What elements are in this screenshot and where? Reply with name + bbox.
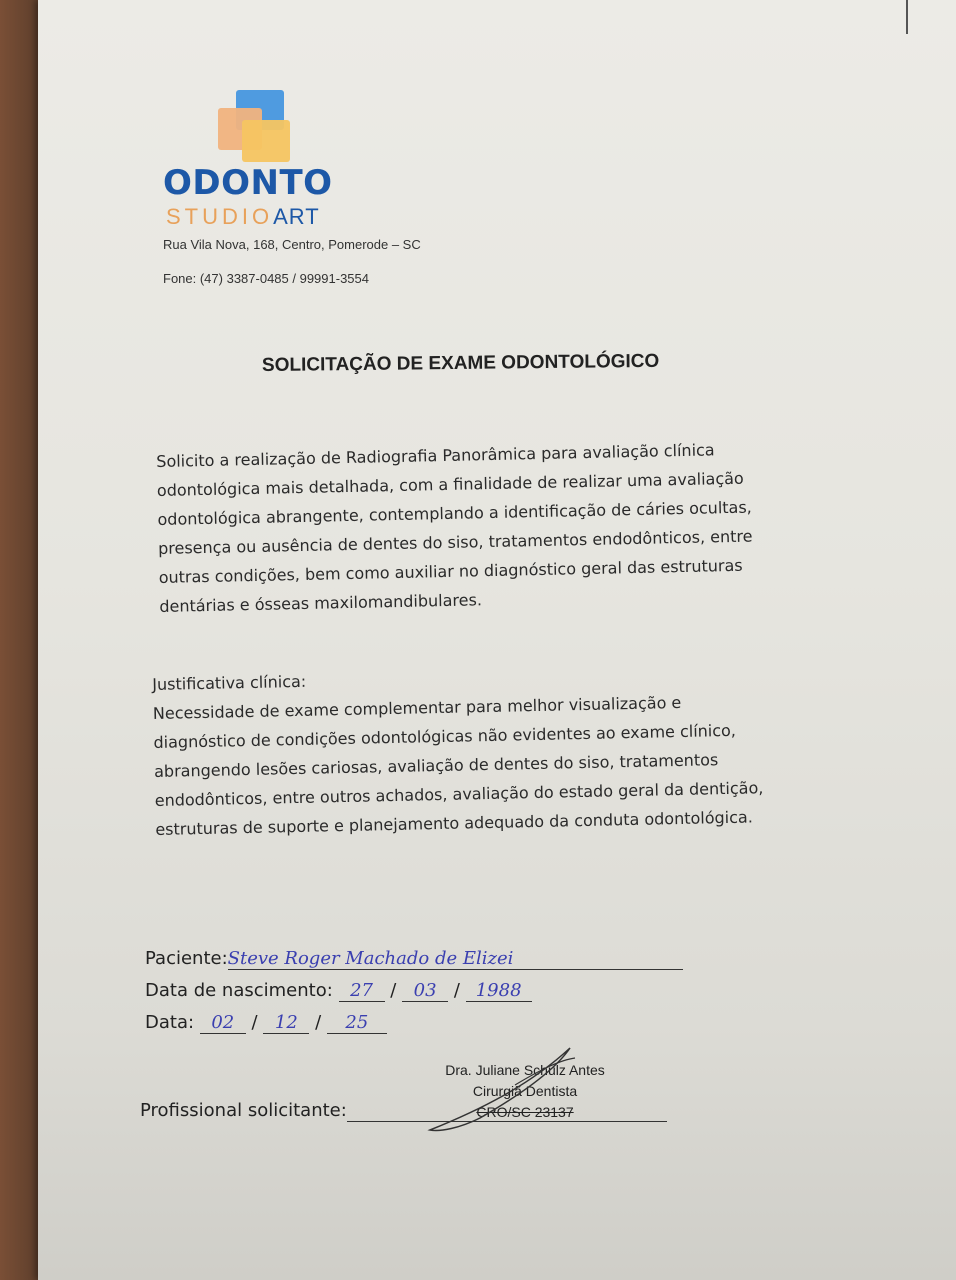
- date-separator: /: [453, 980, 460, 1001]
- paragraph-line: odontológica mais detalhada, com a finalidade de realizar uma avaliação: [156, 468, 744, 500]
- patient-name-value: Steve Roger Machado de Elizei: [228, 948, 683, 970]
- date-day-value: 02: [200, 1012, 246, 1034]
- birth-day-value: 27: [339, 980, 385, 1002]
- paragraph-line: presença ou ausência de dentes do siso, tratamentos endodônticos, entre: [157, 526, 753, 558]
- birth-month-value: 03: [402, 980, 448, 1002]
- professional-field: [140, 1100, 667, 1122]
- paper-edge-mark: [906, 0, 908, 34]
- patient-label: Paciente:: [145, 948, 228, 969]
- stamp-role: Cirurgiã Dentista: [472, 1083, 578, 1099]
- paragraph-line: dentárias e ósseas maxilomandibulares.: [159, 590, 483, 616]
- paragraph-line: endodônticos, entre outros achados, avaliação do estado geral da dentição,: [154, 778, 764, 810]
- request-paragraph: [156, 435, 754, 621]
- paragraph-line: abrangendo lesões cariosas, avaliação de dentes do siso, tratamentos: [153, 750, 719, 781]
- paragraph-line: odontológica abrangente, contemplando a identificação de cáries ocultas,: [157, 497, 752, 529]
- stamp-name: Dra. Juliane Schulz Antes: [445, 1062, 605, 1078]
- patient-field: [145, 948, 683, 970]
- paragraph-line: Solicito a realização de Radiografia Panorâmica para avaliação clínica: [156, 440, 715, 471]
- justification-label: Justificativa clínica:: [152, 671, 307, 694]
- brand-name: ODONTO: [163, 163, 333, 203]
- date-separator: /: [390, 980, 397, 1001]
- date-separator: /: [251, 1012, 258, 1033]
- date-separator: /: [315, 1012, 322, 1033]
- birth-year-value: 1988: [466, 980, 532, 1002]
- paragraph-line: estruturas de suporte e planejamento adequado da conduta odontológica.: [155, 807, 754, 839]
- request-date-field: [145, 1012, 387, 1034]
- clinic-logo-icon: [218, 90, 290, 162]
- professional-label: Profissional solicitante:: [140, 1100, 347, 1121]
- date-month-value: 12: [263, 1012, 309, 1034]
- signature-scribble: [420, 1040, 590, 1140]
- date-year-value: 25: [327, 1012, 387, 1034]
- stamp-registry: CRO/SC 23137: [476, 1104, 574, 1120]
- birthdate-field: [145, 980, 532, 1002]
- paragraph-line: Necessidade de exame complementar para melhor visualização e: [152, 692, 682, 723]
- document-title: SOLICITAÇÃO DE EXAME ODONTOLÓGICO: [261, 350, 660, 376]
- clinic-address: Rua Vila Nova, 168, Centro, Pomerode – SC: [163, 237, 421, 252]
- brand-subtitle: STUDIOART: [166, 204, 320, 229]
- birthdate-label: Data de nascimento:: [145, 980, 333, 1001]
- date-label: Data:: [145, 1012, 195, 1033]
- justification-paragraph: [152, 657, 764, 844]
- paragraph-line: diagnóstico de condições odontológicas não evidentes ao exame clínico,: [153, 720, 737, 752]
- clinic-phone: Fone: (47) 3387-0485 / 99991-3554: [163, 271, 369, 286]
- paragraph-line: outras condições, bem como auxiliar no diagnóstico geral das estruturas: [158, 555, 743, 587]
- signature-line: [347, 1100, 667, 1122]
